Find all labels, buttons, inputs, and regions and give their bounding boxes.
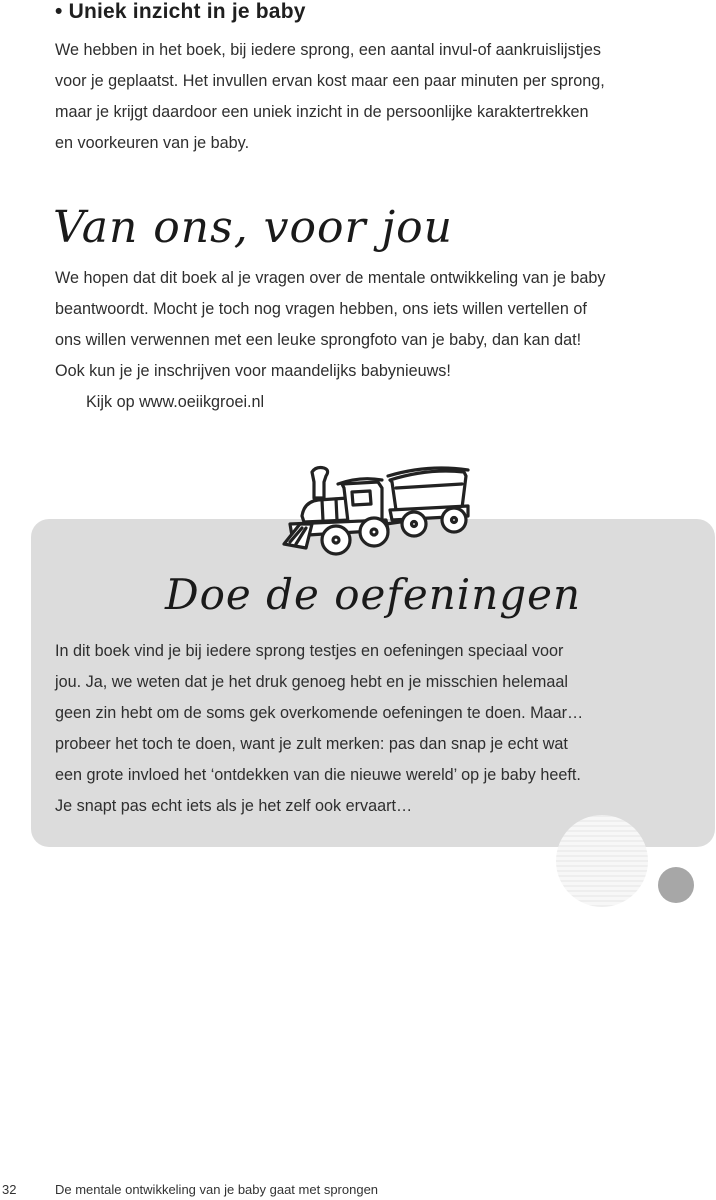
section-heading-doe-oefeningen: Doe de oefeningen: [164, 570, 582, 619]
text-line: voor je geplaatst. Het invullen ervan kost maar een paar minuten per sprong,: [55, 72, 605, 90]
text-line: beantwoordt. Mocht je toch nog vragen hebben, ons iets willen vertellen of: [55, 300, 587, 318]
decorative-circle-striped: [556, 815, 648, 907]
text-line: ons willen verwennen met een leuke sprongfoto van je baby, dan kan dat!: [55, 331, 582, 349]
text-line: probeer het toch te doen, want je zult merken: pas dan snap je echt wat: [55, 735, 568, 753]
footer-book-title: De mentale ontwikkeling van je baby gaat met sprongen: [55, 1182, 379, 1197]
text-line: Ook kun je je inschrijven voor maandelijks babynieuws!: [55, 362, 451, 380]
text-line: Je snapt pas echt iets als je het zelf ook ervaart…: [55, 797, 413, 815]
page-footer: [0, 1180, 716, 1200]
page-number: 32: [2, 1182, 17, 1197]
text-line: en voorkeuren van je baby.: [55, 134, 250, 152]
text-line: een grote invloed het ‘ontdekken van die nieuwe wereld’ op je baby heeft.: [55, 766, 581, 784]
section-heading-van-ons: Van ons, voor jou: [53, 202, 454, 253]
toy-train-icon: [278, 458, 478, 563]
text-line: We hebben in het boek, bij iedere sprong, een aantal invul-of aankruislijstjes: [55, 41, 601, 59]
section-heading-uniek-inzicht: • Uniek inzicht in je baby: [55, 0, 306, 23]
text-line: jou. Ja, we weten dat je het druk genoeg hebt en je misschien helemaal: [55, 673, 568, 691]
paragraph-uniek-inzicht: [55, 35, 695, 159]
text-line: We hopen dat dit boek al je vragen over de mentale ontwikkeling van je baby: [55, 269, 606, 287]
text-line: geen zin hebt om de soms gek overkomende oefeningen te doen. Maar…: [55, 704, 584, 722]
text-line: In dit boek vind je bij iedere sprong testjes en oefeningen speciaal voor: [55, 642, 564, 660]
paragraph-doe-oefeningen: [55, 636, 695, 822]
text-line: maar je krijgt daardoor een uniek inzicht in de persoonlijke karaktertrekken: [55, 103, 589, 121]
decorative-circle-gray: [658, 867, 694, 903]
website-link[interactable]: Kijk op www.oeiikgroei.nl: [86, 393, 265, 411]
paragraph-van-ons: [55, 263, 695, 387]
